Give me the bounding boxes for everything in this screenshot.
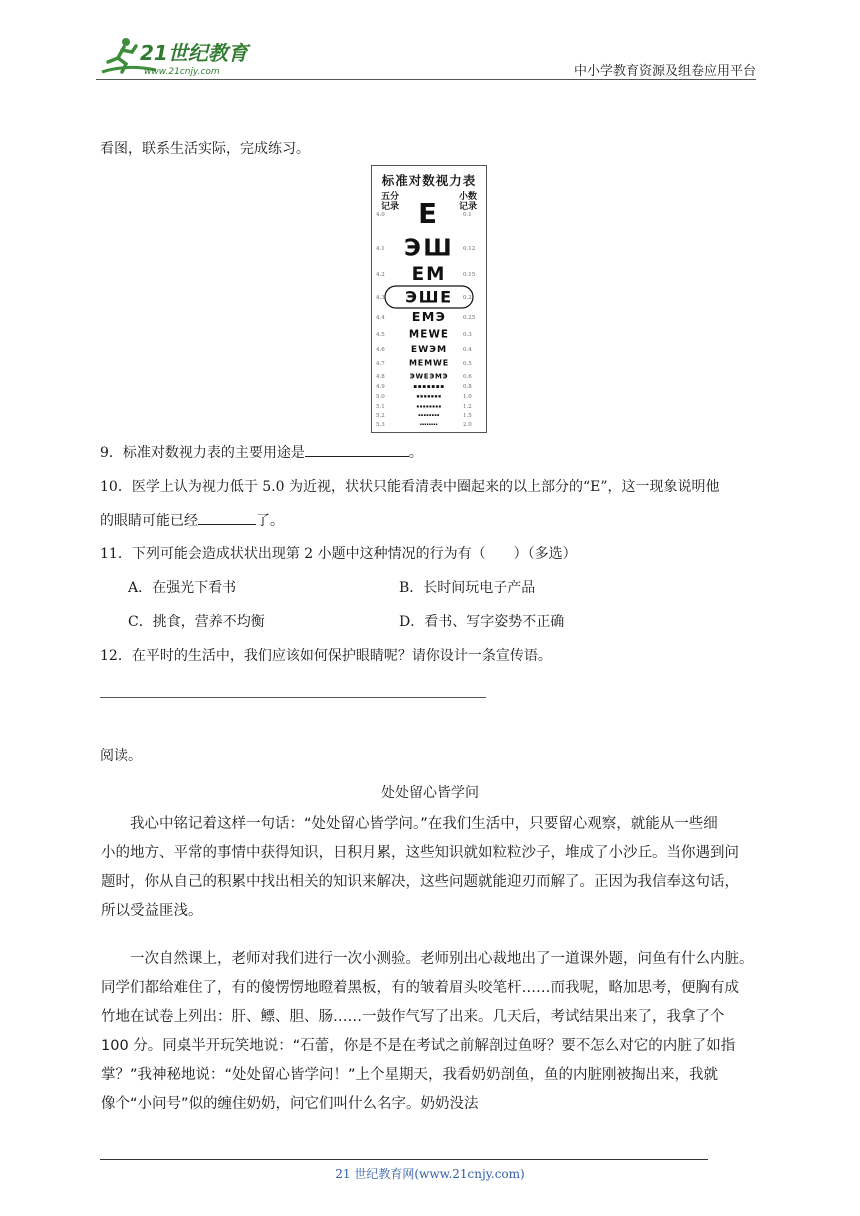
eye-chart-five-point-value: 5.1 xyxy=(376,404,385,410)
article-line: 小的地方、平常的事情中获得知识，日积月累，这些知识就如粒粒沙子，堆成了小沙丘。当你遇到问 xyxy=(101,845,739,861)
option-a[interactable]: A．在强光下看书 xyxy=(128,580,237,596)
eye-chart-decimal-value: 0.15 xyxy=(463,272,476,278)
eye-chart-optotype-row: E xyxy=(418,197,440,231)
logo-url: www.21cnjy.com xyxy=(144,67,220,77)
eye-chart-optotype-row: ▪▪▪▪▪▪▪▪ xyxy=(420,421,438,426)
article-line: 我心中铭记着这样一句话：“处处留心皆学问。”在我们生活中，只要留心观察，就能从一些细 xyxy=(101,816,718,832)
eye-chart-optotype-row: ЭШ xyxy=(403,235,455,262)
intro-text: 看图，联系生活实际，完成练习。 xyxy=(100,141,310,157)
option-d[interactable]: D．看书、写字姿势不正确 xyxy=(399,614,565,630)
eye-chart-decimal-value: 0.3 xyxy=(463,332,472,338)
eye-chart-optotype-row: ▪▪▪▪▪▪▪ xyxy=(416,394,442,400)
eye-chart-left-header: 五分记录 xyxy=(380,192,399,212)
eye-chart-five-point-value: 4.0 xyxy=(376,212,385,218)
question-11: 11．下列可能会造成状状出现第 2 小题中这种情况的行为有（ ）（多选） xyxy=(100,546,577,562)
question-9 xyxy=(100,442,423,464)
reading-label: 阅读。 xyxy=(100,748,142,764)
eye-chart-optotype-row: MEMWE xyxy=(408,358,450,368)
eye-chart-five-point-value: 4.8 xyxy=(376,374,385,380)
question-12-answer-line[interactable] xyxy=(100,697,486,698)
eye-chart-optotype-row: ЭWEЭMЭ xyxy=(409,372,449,381)
footer-divider xyxy=(100,1159,708,1160)
eye-chart-decimal-value: 1.5 xyxy=(463,413,472,419)
option-c[interactable]: C．挑食，营养不均衡 xyxy=(128,614,265,630)
question-10-blank[interactable] xyxy=(198,510,256,525)
header-divider xyxy=(96,79,756,80)
eye-chart xyxy=(371,165,487,433)
question-10-line1: 10．医学上认为视力低于 5.0 为近视，状状只能看清表中圈起来的以上部分的“E”，这一现象说明他 xyxy=(100,479,720,495)
eye-chart-right-header: 小数记录 xyxy=(458,192,477,212)
article-line: 100 分。同桌半开玩笑地说：“石蕾，你是不是在考试之前解剖过鱼呀？要不怎么对它的内脏了如指 xyxy=(101,1038,736,1054)
article-line: 同学们都给难住了，有的傻愣愣地瞪着黑板，有的皱着眉头咬笔杆……而我呢，略加思考，便胸有成 xyxy=(101,980,739,996)
eye-chart-decimal-value: 0.12 xyxy=(463,246,476,252)
eye-chart-five-point-value: 4.5 xyxy=(376,332,385,338)
eye-chart-optotype-row: MEWE xyxy=(408,328,450,341)
site-logo xyxy=(96,34,261,78)
platform-name: 中小学教育资源及组卷应用平台 xyxy=(573,64,756,79)
eye-chart-five-point-value: 5.0 xyxy=(376,394,385,400)
article-line: 一次自然课上，老师对我们进行一次小测验。老师别出心裁地出了一道课外题，问鱼有什么内脏。 xyxy=(101,951,754,967)
article-title: 处处留心皆学问 xyxy=(381,785,479,801)
eye-chart-rows xyxy=(372,166,486,432)
article-line: 所以受益匪浅。 xyxy=(101,903,203,919)
eye-chart-optotype-row: ЭШE xyxy=(405,287,453,307)
eye-chart-title: 标准对数视力表 xyxy=(381,173,477,188)
eye-chart-five-point-value: 5.3 xyxy=(376,422,385,428)
eye-chart-five-point-value: 5.2 xyxy=(376,413,385,419)
eye-chart-optotype-row: ▪▪▪▪▪▪▪ xyxy=(413,383,445,390)
article-paragraph-1 xyxy=(101,810,761,926)
runner-logo-icon xyxy=(96,34,261,78)
eye-chart-decimal-value: 0.6 xyxy=(463,374,472,380)
eye-chart-decimal-value: 0.8 xyxy=(463,384,472,390)
eye-chart-decimal-value: 0.5 xyxy=(463,361,472,367)
eye-chart-five-point-value: 4.9 xyxy=(376,384,385,390)
eye-chart-five-point-value: 4.1 xyxy=(376,246,385,252)
eye-chart-optotype-row: ▪▪▪▪▪▪▪▪ xyxy=(418,413,440,418)
eye-chart-decimal-value: 0.4 xyxy=(463,347,472,353)
eye-chart-decimal-value: 2.0 xyxy=(463,422,472,428)
eye-chart-decimal-value: 0.2 xyxy=(463,295,472,301)
eye-chart-optotype-row: ▪▪▪▪▪▪▪▪ xyxy=(416,403,442,409)
option-b[interactable]: B．长时间玩电子产品 xyxy=(399,580,536,596)
eye-chart-optotype-row: EM xyxy=(411,264,447,286)
article-line: 竹地在试卷上列出：肝、鳔、胆、肠……一鼓作气写了出来。几天后，考试结果出来了，我拿了个 xyxy=(101,1009,725,1025)
question-9-suffix: 。 xyxy=(408,445,423,461)
eye-chart-optotype-row: EWЭM xyxy=(410,344,448,356)
question-10-text: 的眼睛可能已经 xyxy=(100,513,198,529)
question-12: 12．在平时的生活中，我们应该如何保护眼睛呢？请你设计一条宣传语。 xyxy=(100,648,552,664)
eye-chart-decimal-value: 0.25 xyxy=(463,315,476,321)
eye-chart-five-point-value: 4.4 xyxy=(376,315,385,321)
logo-text: 21世纪教育 xyxy=(140,41,248,65)
footer-text[interactable]: 21 世纪教育网(www.21cnjy.com) xyxy=(335,1167,525,1181)
eye-chart-five-point-value: 4.3 xyxy=(376,295,385,301)
question-9-blank[interactable] xyxy=(305,442,409,457)
article-line: 掌？”我神秘地说：“处处留心皆学问！”上个星期天，我看奶奶剖鱼，鱼的内脏刚被掏出来，我就 xyxy=(101,1067,719,1083)
article-paragraph-2 xyxy=(101,945,761,1119)
eye-chart-five-point-value: 4.7 xyxy=(376,361,385,367)
question-9-text: 9．标准对数视力表的主要用途是 xyxy=(100,445,305,461)
eye-chart-decimal-value: 1.2 xyxy=(463,404,472,410)
eye-chart-decimal-value: 0.1 xyxy=(463,212,472,218)
article-line: 像个“小问号”似的缠住奶奶，问它们叫什么名字。奶奶没法 xyxy=(101,1096,479,1112)
question-10-suffix: 了。 xyxy=(256,513,284,529)
eye-chart-five-point-value: 4.6 xyxy=(376,347,385,353)
article-line: 题时，你从自己的积累中找出相关的知识来解决，这些问题就能迎刃而解了。正因为我信奉这句话， xyxy=(101,874,739,890)
question-10-line2 xyxy=(100,510,284,532)
eye-chart-five-point-value: 4.2 xyxy=(376,272,385,278)
eye-chart-decimal-value: 1.0 xyxy=(463,394,472,400)
eye-chart-optotype-row: EMЭ xyxy=(411,309,447,325)
